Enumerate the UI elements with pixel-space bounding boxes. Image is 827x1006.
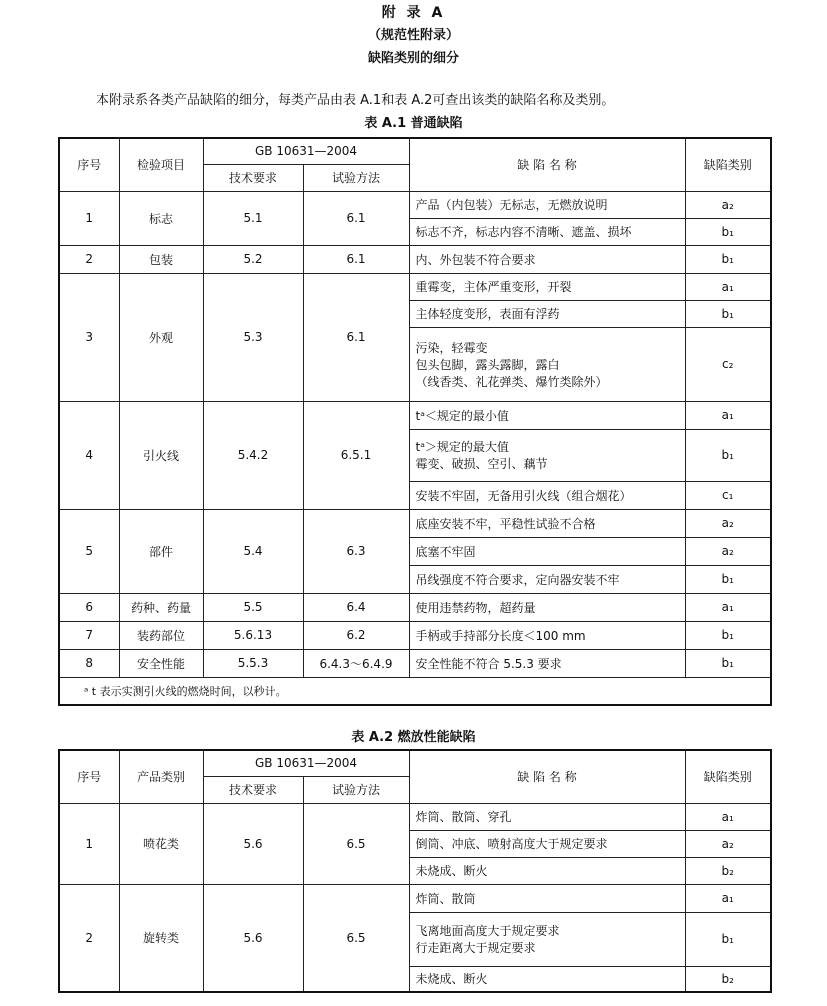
table2-caption: 表 A.2 燃放性能缺陷 bbox=[351, 730, 476, 745]
defect-name-line: 包头包脚，露头露脚，露白 bbox=[415, 357, 560, 372]
row-tech: 5.6 bbox=[203, 884, 303, 992]
defect-class: a₂ bbox=[685, 830, 771, 857]
row-test: 6.1 bbox=[303, 245, 409, 273]
row-test: 6.4.3～6.4.9 bbox=[303, 649, 409, 677]
defect-name: tᵃ＜规定的最小值 bbox=[409, 401, 685, 429]
col-header-item: 检验项目 bbox=[119, 138, 203, 191]
defect-name: 重霉变，主体严重变形，开裂 bbox=[409, 273, 685, 300]
defect-name: 未烧成、断火 bbox=[409, 857, 685, 884]
appendix-subtitle: （规范性附录） bbox=[367, 28, 459, 43]
row-test: 6.2 bbox=[303, 621, 409, 649]
row-no: 3 bbox=[59, 273, 119, 401]
defect-name: 底塞不牢固 bbox=[409, 537, 685, 565]
defect-class: c₂ bbox=[685, 327, 771, 401]
defect-name: 倒筒、冲底、喷射高度大于规定要求 bbox=[409, 830, 685, 857]
defect-name-line: 污染，轻霉变 bbox=[415, 340, 488, 355]
table-row bbox=[59, 401, 771, 429]
defect-name: 标志不齐，标志内容不清晰、遮盖、损坏 bbox=[409, 218, 685, 245]
row-no: 1 bbox=[59, 191, 119, 245]
col-header-class: 缺陷类别 bbox=[685, 750, 771, 803]
defect-name: 使用违禁药物，超药量 bbox=[409, 593, 685, 621]
defect-name-line: 行走距离大于规定要求 bbox=[415, 941, 536, 955]
defect-name: 安全性能不符合 5.5.3 要求 bbox=[409, 649, 685, 677]
row-tech: 5.1 bbox=[203, 191, 303, 245]
defect-class: c₁ bbox=[685, 481, 771, 509]
row-tech: 5.6 bbox=[203, 803, 303, 884]
row-no: 6 bbox=[59, 593, 119, 621]
col-header-gb: GB 10631—2004 bbox=[203, 138, 409, 164]
defect-class: b₁ bbox=[685, 300, 771, 327]
row-item: 药种、药量 bbox=[119, 593, 203, 621]
row-no: 2 bbox=[59, 245, 119, 273]
table-row bbox=[59, 649, 771, 677]
table-row bbox=[59, 593, 771, 621]
table-row bbox=[59, 191, 771, 218]
row-tech: 5.4.2 bbox=[203, 401, 303, 509]
defect-class: a₂ bbox=[685, 509, 771, 537]
defect-class: b₁ bbox=[685, 912, 771, 966]
row-test: 6.1 bbox=[303, 191, 409, 245]
defect-name-line: （线香类、礼花弹类、爆竹类除外） bbox=[415, 374, 608, 389]
defect-class: b₂ bbox=[685, 966, 771, 992]
col-header-defect: 缺 陷 名 称 bbox=[409, 138, 685, 191]
row-tech: 5.6.13 bbox=[203, 621, 303, 649]
row-item: 外观 bbox=[119, 273, 203, 401]
defect-name-multiline bbox=[409, 429, 685, 481]
defect-name: 炸筒、散筒 bbox=[409, 884, 685, 912]
table-row bbox=[59, 509, 771, 537]
row-test: 6.1 bbox=[303, 273, 409, 401]
defect-name-multiline bbox=[409, 327, 685, 401]
section-title: 缺陷类别的细分 bbox=[367, 51, 459, 66]
col-header-gb: GB 10631—2004 bbox=[203, 750, 409, 776]
defect-name: 未烧成、断火 bbox=[409, 966, 685, 992]
defect-class: a₁ bbox=[685, 884, 771, 912]
row-test: 6.5 bbox=[303, 884, 409, 992]
row-test: 6.3 bbox=[303, 509, 409, 593]
row-item: 喷花类 bbox=[119, 803, 203, 884]
defect-class: b₁ bbox=[685, 218, 771, 245]
defect-class: b₁ bbox=[685, 245, 771, 273]
table-row bbox=[59, 621, 771, 649]
defect-name-line: tᵃ＞规定的最大值 bbox=[415, 440, 509, 454]
row-item: 部件 bbox=[119, 509, 203, 593]
row-item: 包装 bbox=[119, 245, 203, 273]
row-item: 安全性能 bbox=[119, 649, 203, 677]
defect-name-line: 飞离地面高度大于规定要求 bbox=[415, 924, 560, 938]
col-header-test: 试验方法 bbox=[303, 776, 409, 803]
table-row bbox=[59, 884, 771, 912]
row-no: 7 bbox=[59, 621, 119, 649]
table-row bbox=[59, 273, 771, 300]
defect-class: b₁ bbox=[685, 565, 771, 593]
row-no: 1 bbox=[59, 803, 119, 884]
col-header-item: 产品类别 bbox=[119, 750, 203, 803]
intro-paragraph: 本附录系各类产品缺陷的细分，每类产品由表 A.1和表 A.2可查出该类的缺陷名称及类别。 bbox=[96, 93, 615, 108]
defect-name: 产品（内包装）无标志，无燃放说明 bbox=[409, 191, 685, 218]
col-header-class: 缺陷类别 bbox=[685, 138, 771, 191]
table-firing-defects bbox=[58, 749, 772, 993]
defect-name-multiline bbox=[409, 912, 685, 966]
defect-class: a₁ bbox=[685, 803, 771, 830]
table-row bbox=[59, 803, 771, 830]
row-tech: 5.5 bbox=[203, 593, 303, 621]
defect-name: 安装不牢固，无备用引火线（组合烟花） bbox=[409, 481, 685, 509]
col-header-tech: 技术要求 bbox=[203, 776, 303, 803]
defect-name: 吊线强度不符合要求，定向器安装不牢 bbox=[409, 565, 685, 593]
defect-class: b₁ bbox=[685, 649, 771, 677]
defect-class: a₂ bbox=[685, 537, 771, 565]
defect-name: 手柄或手持部分长度＜100 mm bbox=[409, 621, 685, 649]
table-row bbox=[59, 245, 771, 273]
row-no: 5 bbox=[59, 509, 119, 593]
row-test: 6.4 bbox=[303, 593, 409, 621]
defect-class: b₁ bbox=[685, 429, 771, 481]
col-header-defect: 缺 陷 名 称 bbox=[409, 750, 685, 803]
table1-caption: 表 A.1 普通缺陷 bbox=[364, 116, 463, 131]
defect-name: 底座安装不牢，平稳性试验不合格 bbox=[409, 509, 685, 537]
defect-name-line: 霉变、破损、空引、藕节 bbox=[415, 457, 548, 471]
row-tech: 5.3 bbox=[203, 273, 303, 401]
row-item: 引火线 bbox=[119, 401, 203, 509]
col-header-test: 试验方法 bbox=[303, 164, 409, 191]
row-tech: 5.2 bbox=[203, 245, 303, 273]
defect-class: b₂ bbox=[685, 857, 771, 884]
row-item: 标志 bbox=[119, 191, 203, 245]
row-item: 旋转类 bbox=[119, 884, 203, 992]
defect-class: a₁ bbox=[685, 593, 771, 621]
appendix-title: 附 录 A bbox=[381, 5, 446, 21]
col-header-no: 序号 bbox=[59, 750, 119, 803]
col-header-no: 序号 bbox=[59, 138, 119, 191]
row-test: 6.5 bbox=[303, 803, 409, 884]
row-no: 8 bbox=[59, 649, 119, 677]
table-footnote: ᵃ t 表示实测引火线的燃烧时间，以秒计。 bbox=[59, 677, 771, 705]
defect-class: a₂ bbox=[685, 191, 771, 218]
row-no: 2 bbox=[59, 884, 119, 992]
row-tech: 5.5.3 bbox=[203, 649, 303, 677]
row-test: 6.5.1 bbox=[303, 401, 409, 509]
defect-name: 主体轻度变形，表面有浮药 bbox=[409, 300, 685, 327]
row-no: 4 bbox=[59, 401, 119, 509]
defect-class: a₁ bbox=[685, 401, 771, 429]
defect-name: 炸筒、散筒、穿孔 bbox=[409, 803, 685, 830]
defect-name: 内、外包装不符合要求 bbox=[409, 245, 685, 273]
table-general-defects bbox=[58, 137, 772, 706]
col-header-tech: 技术要求 bbox=[203, 164, 303, 191]
defect-class: a₁ bbox=[685, 273, 771, 300]
defect-class: b₁ bbox=[685, 621, 771, 649]
row-tech: 5.4 bbox=[203, 509, 303, 593]
row-item: 装药部位 bbox=[119, 621, 203, 649]
